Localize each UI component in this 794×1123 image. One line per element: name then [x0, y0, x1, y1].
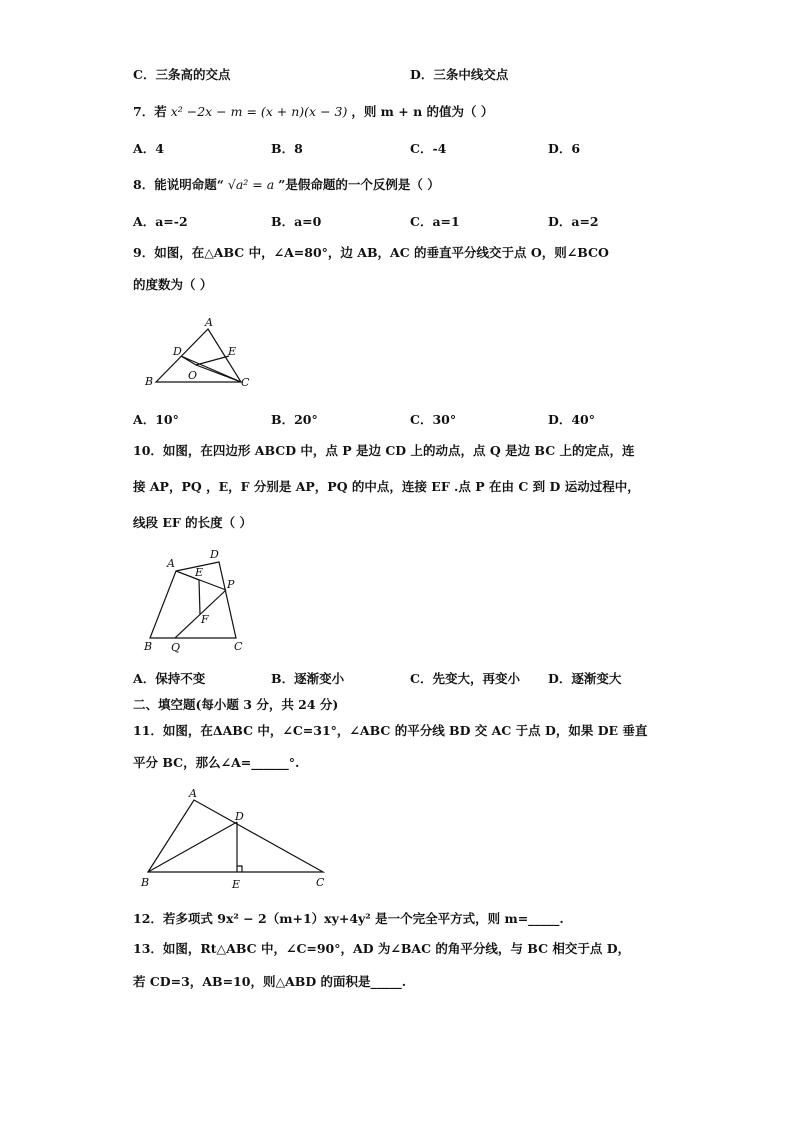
q10-text-line1: 10．如图，在四边形 ABCD 中，点 P 是边 CD 上的动点，点 Q 是边 BC 上的定点，连 — [133, 443, 635, 458]
q9-text-line1: 9．如图，在△ABC 中，∠A=80°，边 AB，AC 的垂直平分线交于点 O，则∠BCO — [133, 245, 609, 260]
q10-label-q: Q — [171, 641, 181, 654]
q8-option-a: A．a=-2 — [133, 214, 188, 229]
q9-segment-do — [181, 356, 196, 365]
q9-label-a: A — [205, 316, 213, 329]
q9-option-a: A．10° — [133, 412, 179, 427]
q11-text-line1: 11．如图，在ΔABC 中，∠C=31°，∠ABC 的平分线 BD 交 AC 于点 D，如果 DE 垂直 — [133, 723, 648, 738]
q10-label-b: B — [144, 640, 153, 653]
question-8 — [133, 177, 440, 193]
q7-option-b: B．8 — [271, 141, 303, 156]
q10-option-b: B．逐渐变小 — [271, 671, 345, 686]
question-7 — [133, 104, 493, 120]
q9-label-e: E — [228, 345, 237, 358]
q13-text-line1: 13．如图，Rt△ABC 中，∠C=90°，AD 为∠BAC 的角平分线，与 BC 相交于点 D， — [133, 941, 631, 956]
q6-option-c: C．三条高的交点 — [133, 67, 231, 82]
q10-label-c: C — [234, 640, 243, 653]
q10-label-e: E — [195, 566, 204, 579]
q9-triangle-figure — [140, 312, 260, 392]
q7-option-d: D．6 — [548, 141, 581, 156]
q10-label-f: F — [201, 613, 209, 626]
q7-formula: x² −2x − m = (x + n)(x − 3) — [170, 104, 348, 119]
q6-option-d: D．三条中线交点 — [410, 67, 509, 82]
q9-text-line2: 的度数为（ ） — [133, 277, 213, 292]
q7-suffix: ，则 m + n 的值为（ ） — [351, 104, 494, 119]
q9-segment-eo — [196, 356, 229, 365]
q10-label-p: P — [227, 578, 235, 591]
q10-quadrilateral-figure — [140, 545, 250, 655]
q11-label-b: B — [141, 876, 150, 889]
q10-option-c: C．先变大，再变小 — [410, 671, 520, 686]
q7-option-a: A．4 — [133, 141, 164, 156]
q10-text-line2: 接 AP，PQ ，E，F 分别是 AP，PQ 的中点，连接 EF .点 P 在由 C 到 D 运动过程中， — [133, 479, 640, 494]
q8-option-d: D．a=2 — [548, 214, 599, 229]
q10-text-line3: 线段 EF 的长度（ ） — [133, 515, 252, 530]
q10-label-d: D — [210, 548, 219, 561]
q9-segment-oc — [196, 365, 241, 382]
q9-label-o: O — [188, 369, 198, 382]
q11-segment-bd — [148, 822, 237, 872]
q9-label-b: B — [145, 375, 154, 388]
q7-option-c: C．-4 — [410, 141, 447, 156]
q11-label-a: A — [189, 787, 197, 800]
q11-label-e: E — [232, 878, 241, 891]
q8-suffix: ”是假命题的一个反例是（ ） — [278, 177, 440, 192]
q8-option-c: C．a=1 — [410, 214, 460, 229]
q10-option-d: D．逐渐变大 — [548, 671, 622, 686]
q11-label-d: D — [235, 810, 244, 823]
q9-option-c: C．30° — [410, 412, 457, 427]
q11-label-c: C — [316, 876, 325, 889]
q9-option-b: B．20° — [271, 412, 318, 427]
q13-text-line2: 若 CD=3，AB=10，则△ABD 的面积是_____. — [133, 974, 407, 989]
q11-right-angle-mark — [237, 866, 242, 872]
q10-option-a: A．保持不变 — [133, 671, 206, 686]
q9-label-c: C — [241, 376, 250, 389]
q8-option-b: B．a=0 — [271, 214, 322, 229]
q12-text-line1: 12．若多项式 9x² − 2（m+1）xy+4y² 是一个完全平方式，则 m=_____. — [133, 911, 564, 926]
q8-formula: √a² = a — [227, 177, 275, 192]
q9-label-d: D — [173, 345, 182, 358]
q10-quadrilateral-abcd — [150, 562, 236, 638]
q11-text-line2: 平分 BC，那么∠A=______°. — [133, 755, 300, 770]
q11-triangle-figure — [138, 786, 338, 892]
section-2-heading: 二、填空题(每小题 3 分，共 24 分) — [133, 697, 339, 712]
q8-prefix: 8．能说明命题“ — [133, 177, 224, 192]
q9-option-d: D．40° — [548, 412, 595, 427]
q10-label-a: A — [167, 557, 175, 570]
q7-prefix: 7．若 — [133, 104, 167, 119]
q10-segment-ef — [199, 580, 200, 614]
